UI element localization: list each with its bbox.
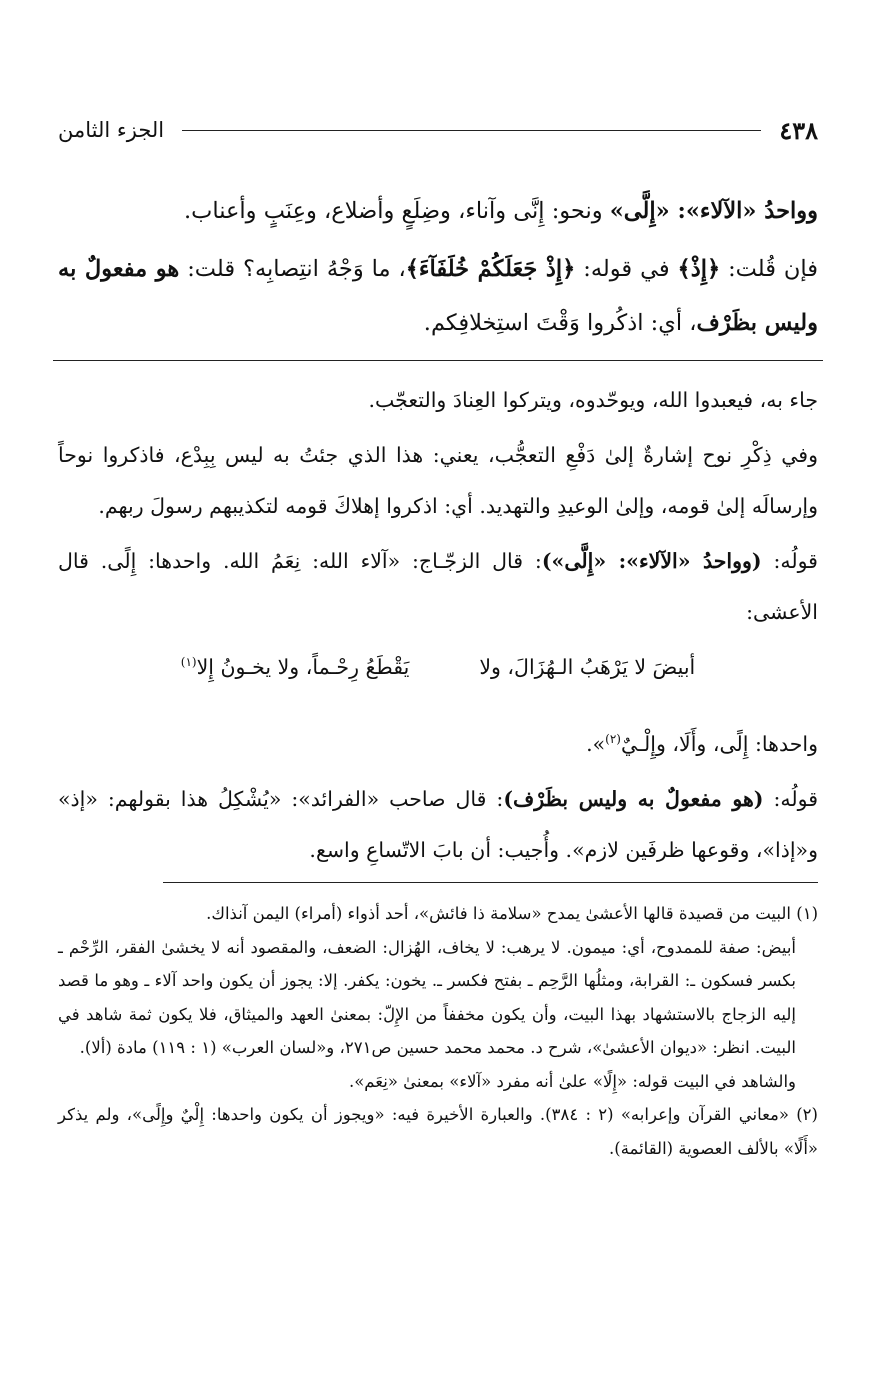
main-text-segment: فإن قُلت:: [720, 256, 819, 282]
verse-first-hemistich: أبيضَ لا يَرْهَبُ الـهُزَالَ، ولا: [479, 655, 696, 679]
commentary-text-rest: : قال صاحب «الفرائد»: «يُشْكِلُ هذا بقولهم: «إذ» و«إذا»، وقوعها ظرفَين لازم». وأُجيب: أن بابَ الاتّساعِ واسع.: [58, 787, 818, 862]
main-text-rest: ونحو: إِنَّى وآناء، وضِلَعٍ وأضلاع، وعِنَبٍ وأعناب.: [184, 198, 610, 224]
footnotes: [58, 897, 818, 1165]
page-number: ٤٣٨: [779, 115, 818, 145]
poetry-verse: [58, 642, 818, 693]
footnote-1: (١) البيت من قصيدة قالها الأعشىٰ يمدح «سلامة ذا فائش»، أحد أذواء (أمراء) اليمن آنذاك.: [206, 904, 818, 923]
header-rule: [182, 130, 761, 131]
quran-quote: ﴿إِذْ جَعَلَكُمْ خُلَفَآءَ﴾: [405, 256, 576, 282]
commentary-lead: قولُه:: [763, 787, 818, 811]
commentary-lead: قولُه:: [761, 549, 818, 573]
main-paragraph-2: [58, 242, 818, 350]
main-bold-lead: وواحدُ «الآلاء»: «إِلَّى»: [609, 198, 818, 224]
main-text-segment: ، ما وَجْهُ انتِصابِه؟ قلت:: [179, 256, 406, 282]
footnote-ref-2[interactable]: (٢): [605, 732, 621, 747]
book-page: [58, 110, 818, 1165]
verse-second-hemistich: [181, 642, 410, 693]
footnote-1-explanation: أبيض: صفة للممدوح، أي: ميمون. لا يرهب: لا يخاف، الهُزال: الضعف، والمقصود أنه لا يخشىٰ الفقر، الرِّحْم ـ بكسر فسكون ـ: القرابة، ومثلُها الرَّحِم ـ بفتح فكسر ـ. يخون: يكفر. إلا: يجوز أن يكون واحد آلاء ـ وهو ما قصد إليه الزجاج بالاستشهاد بهذا البيت، وأن يكون مخففاً من الإِلّ: بمعنىٰ العهد والميثاق، فلا يكون ثمة شاهد في البيت. انظر: «ديوان الأعشىٰ»، شرح د. محمد محمد حسين ص٢٧١، و«لسان العرب» (١ : ١١٩) مادة (ألا).: [58, 937, 796, 1057]
commentary-text-continued: [58, 719, 818, 876]
main-text-segment: في قوله:: [575, 256, 678, 282]
commentary-text-segment: ».: [586, 732, 606, 756]
part-title: الجزء الثامن: [58, 118, 165, 142]
commentary-paragraph-4: [58, 719, 818, 770]
main-paragraph-1: [58, 184, 818, 238]
commentary-bold-quote: (وواحدُ «الآلاء»: «إِلَّى»): [541, 549, 762, 573]
commentary-text-rest: : قال الزجّـاج: «آلاء الله: نِعَمُ الله. واحدها: إِلًى. قال الأعشى:: [58, 549, 818, 624]
footnote-1-evidence: والشاهد في البيت قوله: «إِلًا» علىٰ أنه مفرد «آلاء» بمعنىٰ «نِعَم».: [348, 1071, 796, 1091]
commentary-paragraph-2: وفي ذِكْرِ نوح إشارةٌ إلىٰ دَفْعِ التعجُّب، يعني: هذا الذي جئتُ به ليس بِبِدْع، فاذكروا نوحاً وإرسالَه إلىٰ قومه، وإلىٰ الوعيدِ والتهديد. أي: اذكروا إهلاكَ قومه لتكذيبهم رسولَ ربهم.: [58, 443, 818, 518]
footnotes-divider: [163, 882, 818, 883]
commentary-bold-quote: (هو مفعولٌ به وليس بظَرْف): [503, 787, 764, 811]
footnote-ref-1[interactable]: (١): [180, 655, 197, 670]
quran-quote: ﴿إِذْ﴾: [677, 256, 721, 282]
main-text: [58, 184, 818, 350]
page-header: [58, 110, 818, 150]
main-bold-answer: هو مفعولٌ به وليس بظَرْف: [58, 256, 818, 336]
main-text-divider: [53, 360, 823, 361]
commentary-text-segment: واحدها: إِلًى، وأَلَا، وإِلْـيٌ: [620, 732, 818, 756]
commentary-paragraph-1: جاء به، فيعبدوا الله، ويوحّدوه، ويتركوا العِنادَ والتعجّب.: [368, 388, 818, 412]
commentary-paragraph-3: [58, 536, 818, 638]
verse-second-text: يَقْطَعُ رِحْـماً، ولا يخـونُ إِلا: [196, 655, 410, 679]
footnote-2: (٢) «معاني القرآن وإعرابه» (٢ : ٣٨٤). والعبارة الأخيرة فيه: «ويجوز أن يكون واحدها: إِلْيٌ وإِلًى»، ولم يذكر «أَلًا» بالألف العصوية (القائمة).: [58, 1105, 818, 1158]
commentary-paragraph-5: [58, 774, 818, 876]
main-text-segment: ، أي: اذكُروا وَقْتَ استِخلافِكم.: [423, 310, 697, 336]
commentary-text: [58, 375, 818, 638]
